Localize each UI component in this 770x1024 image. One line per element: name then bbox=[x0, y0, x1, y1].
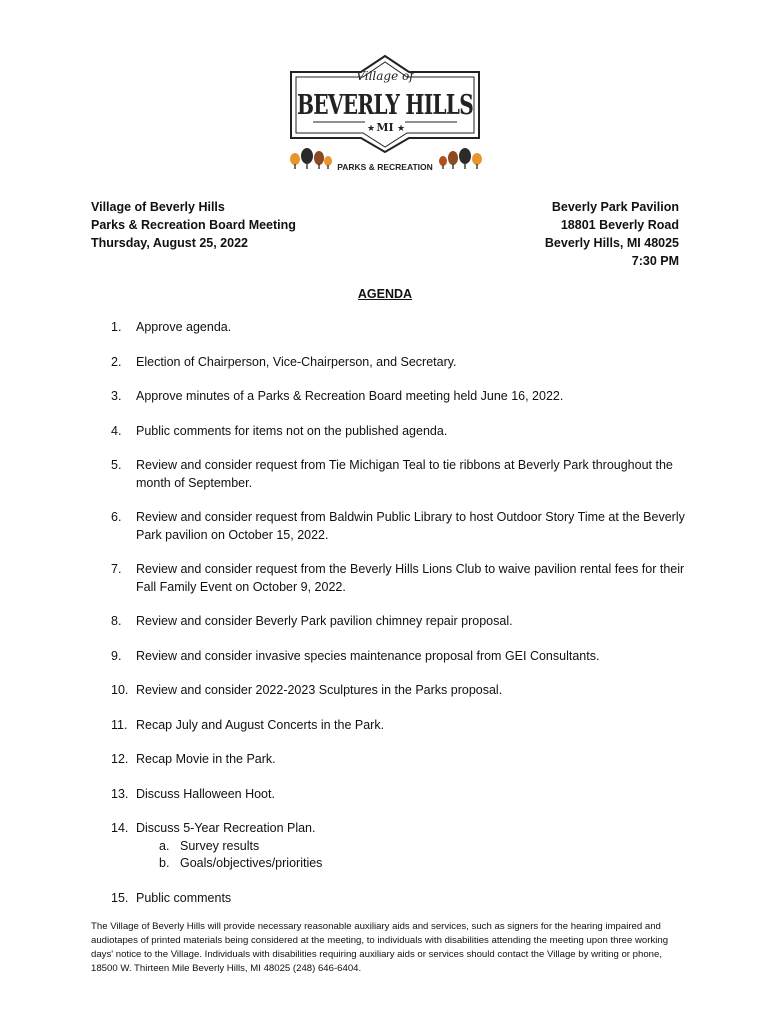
meeting-date: Thursday, August 25, 2022 bbox=[91, 236, 248, 250]
agenda-item: 4. Public comments for items not on the published agenda. bbox=[111, 423, 448, 438]
village-logo bbox=[283, 50, 488, 178]
agenda-item: 15. Public comments bbox=[111, 890, 232, 905]
meeting-time: 7:30 PM bbox=[631, 254, 679, 268]
venue-name: Beverly Park Pavilion bbox=[551, 200, 679, 214]
svg-text:★: ★ bbox=[367, 124, 376, 134]
venue-city: Beverly Hills, MI 48025 bbox=[544, 236, 679, 250]
agenda-item: 8. Review and consider Beverly Park pavilion chimney repair proposal. bbox=[111, 614, 513, 628]
meeting-name: Parks & Recreation Board Meeting bbox=[91, 218, 296, 232]
logo-main-text: BEVERLY HILLS bbox=[297, 90, 473, 121]
org-name: Village of Beverly Hills bbox=[91, 200, 225, 214]
agenda-item: 2. Election of Chairperson, Vice-Chairperson, and Secretary. bbox=[111, 354, 457, 369]
agenda-item: 13. Discuss Halloween Hoot. bbox=[111, 786, 275, 801]
meeting-info bbox=[91, 198, 296, 252]
agenda-list bbox=[111, 319, 691, 924]
tree-icons-left bbox=[290, 148, 332, 169]
agenda-item: 9. Review and consider invasive species maintenance proposal from GEI Consultants. bbox=[111, 648, 600, 663]
agenda-title: AGENDA bbox=[357, 287, 413, 301]
agenda-subitem: a. Survey results bbox=[159, 838, 260, 853]
logo-state-text: MI bbox=[376, 121, 394, 134]
agenda-item: 12. Recap Movie in the Park. bbox=[111, 752, 276, 766]
accessibility-notice: The Village of Beverly Hills will provide necessary reasonable auxiliary aids and services, such as signers for the hearing impaired and audiotapes of printed materials being considered at the meeting, to individuals with disabilities attending the meeting upon three working days' notice to the Village. Individuals with disabilities requiring auxiliary aids or services should contact the Village by writing or phone, 18500 W. Thirteen Mile Beverly Hills, MI 48025 (248) 646-6404. bbox=[91, 921, 669, 974]
agenda-sublist bbox=[136, 838, 691, 873]
meeting-location bbox=[545, 198, 679, 270]
agenda-subitem: b. Goals/objectives/priorities bbox=[159, 856, 323, 870]
agenda-item: 1. Approve agenda. bbox=[111, 320, 232, 334]
agenda-item: 11. Recap July and August Concerts in the Park. bbox=[111, 717, 385, 732]
logo-sub-text: PARKS & RECREATION bbox=[337, 162, 433, 172]
agenda-item: 14. Discuss 5-Year Recreation Plan. a. Survey results b. Goals/objectives/priorities bbox=[111, 820, 691, 873]
venue-street: 18801 Beverly Road bbox=[560, 218, 679, 232]
agenda-item: 7. Review and consider request from the Beverly Hills Lions Club to waive pavilion rental fees for their Fall Family Event on October 9, 2022. bbox=[111, 562, 685, 594]
logo-graphic bbox=[283, 50, 488, 178]
svg-text:★: ★ bbox=[397, 124, 406, 134]
logo-top-text: Village of bbox=[356, 69, 414, 83]
tree-icons-right bbox=[439, 148, 482, 169]
agenda-item: 3. Approve minutes of a Parks & Recreation Board meeting held June 16, 2022. bbox=[111, 389, 564, 403]
agenda-item: 6. Review and consider request from Baldwin Public Library to host Outdoor Story Time at the Beverly Park pavilion on October 15, 2022. bbox=[111, 510, 685, 542]
agenda-item: 10. Review and consider 2022-2023 Sculptures in the Parks proposal. bbox=[111, 683, 503, 697]
agenda-item: 5. Review and consider request from Tie Michigan Teal to tie ribbons at Beverly Park throughout the month of September. bbox=[111, 458, 673, 490]
